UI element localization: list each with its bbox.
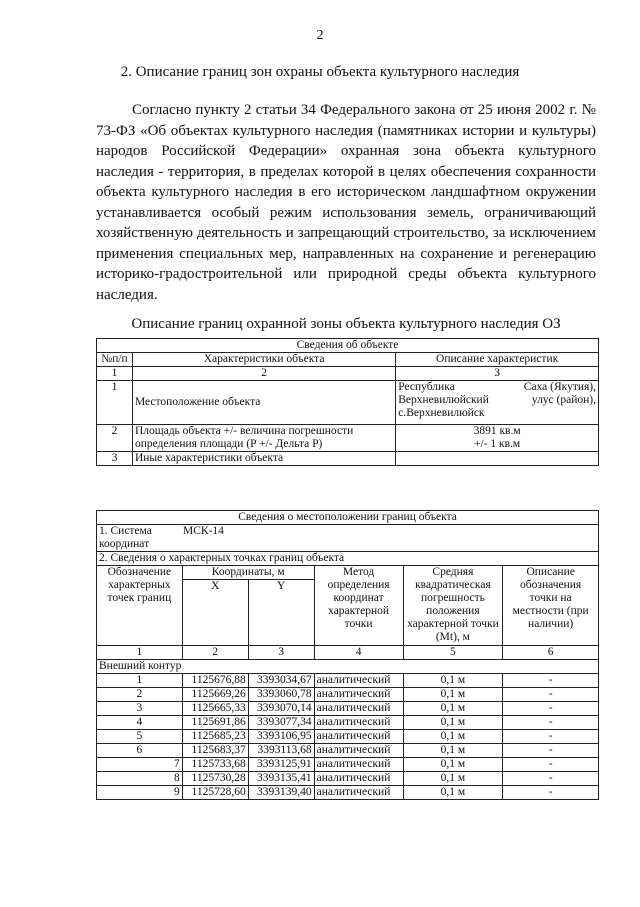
- coord-y: 3393070,14: [248, 702, 314, 716]
- boundary-points-table: [96, 510, 599, 800]
- coord-x: 1125691,86: [182, 716, 248, 730]
- method: аналитический: [314, 688, 403, 702]
- area-value: [396, 425, 599, 452]
- location-value-part: Верхневилюйский: [398, 394, 489, 406]
- table-row: [97, 688, 599, 702]
- coord-y: 3393106,95: [248, 730, 314, 744]
- index-cell: 1: [97, 646, 183, 660]
- points-body: [97, 674, 599, 800]
- method: аналитический: [314, 758, 403, 772]
- table-row: [97, 702, 599, 716]
- method: аналитический: [314, 702, 403, 716]
- contour-label: Внешний контур: [97, 660, 599, 674]
- table-caption: Описание границ охранной зоны объекта культурного наследия ОЗ: [131, 316, 561, 332]
- index-cell: 1: [97, 367, 133, 381]
- row-number: 3: [97, 452, 133, 466]
- coordinate-system-row: [97, 525, 599, 552]
- table-row: [97, 674, 599, 688]
- point-id: 1: [97, 674, 183, 688]
- accuracy: 0,1 м: [403, 772, 503, 786]
- point-description: -: [503, 786, 599, 800]
- header-method: Метод определения координат характерной точки: [314, 566, 403, 646]
- points-heading: 2. Сведения о характерных точках границ объекта: [97, 552, 599, 566]
- accuracy: 0,1 м: [403, 758, 503, 772]
- coord-x: 1125728,60: [182, 786, 248, 800]
- area-size: 3891 кв.м: [473, 425, 521, 437]
- point-description: -: [503, 688, 599, 702]
- accuracy: 0,1 м: [403, 786, 503, 800]
- coord-y: 3393135,41: [248, 772, 314, 786]
- coord-x: 1125730,28: [182, 772, 248, 786]
- header-description: Описание характеристик: [396, 353, 599, 367]
- location-table-title: Сведения о местоположении границ объекта: [97, 511, 599, 525]
- section-heading: 2. Описание границ зон охраны объекта культурного наследия: [120, 64, 520, 80]
- row-number: 1: [97, 381, 133, 425]
- method: аналитический: [314, 674, 403, 688]
- method: аналитический: [314, 730, 403, 744]
- point-description: -: [503, 702, 599, 716]
- other-value: [396, 452, 599, 466]
- table-row: [97, 758, 599, 772]
- method: аналитический: [314, 786, 403, 800]
- accuracy: 0,1 м: [403, 674, 503, 688]
- location-value: [396, 381, 599, 425]
- table-row: [97, 744, 599, 758]
- accuracy: 0,1 м: [403, 744, 503, 758]
- location-value-part: улус (район),: [531, 394, 596, 406]
- index-cell: 3: [396, 367, 599, 381]
- index-cell: 6: [503, 646, 599, 660]
- coord-x: 1125669,26: [182, 688, 248, 702]
- accuracy: 0,1 м: [403, 702, 503, 716]
- point-description: -: [503, 730, 599, 744]
- point-description: -: [503, 772, 599, 786]
- index-cell: 2: [182, 646, 248, 660]
- header-characteristics: Характеристики объекта: [132, 353, 395, 367]
- point-description: -: [503, 716, 599, 730]
- point-id: 4: [97, 716, 183, 730]
- coord-y: 3393139,40: [248, 786, 314, 800]
- point-description: -: [503, 744, 599, 758]
- point-description: -: [503, 674, 599, 688]
- object-info-table: [96, 338, 599, 466]
- index-cell: 3: [248, 646, 314, 660]
- object-table-title: Сведения об объекте: [97, 339, 599, 353]
- point-id: 3: [97, 702, 183, 716]
- coord-y: 3393125,91: [248, 758, 314, 772]
- page-number: 2: [316, 28, 324, 43]
- area-label: Площадь объекта +/- величина погрешности определения площади (P +/- Дельта P): [132, 425, 395, 452]
- coord-y: 3393060,78: [248, 688, 314, 702]
- header-number: №п/п: [97, 353, 133, 367]
- coord-x: 1125683,37: [182, 744, 248, 758]
- point-id: 8: [97, 772, 183, 786]
- header-accuracy: Средняя квадратическая погрешность положения характерной точки (Mt), м: [403, 566, 503, 646]
- point-id: 5: [97, 730, 183, 744]
- area-tolerance: +/- 1 кв.м: [474, 438, 521, 450]
- row-number: 2: [97, 425, 133, 452]
- header-designation: Обозначение характерных точек границ: [97, 566, 183, 646]
- body-paragraph: Согласно пункту 2 статьи 34 Федерального закона от 25 июня 2002 г. № 73-ФЗ «Об объектах культурного наследия (памятниках истории и культуры) народов Российской Федерации» охранная зона объекта культурного наследия - территория, в пределах которой в целях обеспечения сохранности объекта культурного наследия в его историческом ландшафтном окружении устанавливается особый режим использования земель, ограничивающий хозяйственную деятельность и запрещающий строительство, за исключением применения специальных мер, направленных на сохранение и регенерацию историко-градостроительной или природной среды объекта культурного наследия.: [96, 102, 596, 303]
- header-y: Y: [248, 580, 314, 646]
- point-description: -: [503, 758, 599, 772]
- coord-x: 1125733,68: [182, 758, 248, 772]
- coordinate-system-label: 1. Система координат: [99, 525, 152, 550]
- header-coordinates: Координаты, м: [182, 566, 314, 580]
- point-id: 6: [97, 744, 183, 758]
- table-row: [97, 786, 599, 800]
- index-cell: 5: [403, 646, 503, 660]
- coord-x: 1125685,23: [182, 730, 248, 744]
- location-label: Местоположение объекта: [132, 381, 395, 425]
- coord-x: 1125665,33: [182, 702, 248, 716]
- location-value-part: Республика: [398, 381, 455, 393]
- point-id: 7: [97, 758, 183, 772]
- point-id: 2: [97, 688, 183, 702]
- location-value-part: с.Верхневилюйск: [398, 407, 485, 419]
- table-row: [97, 730, 599, 744]
- other-label: Иные характеристики объекта: [132, 452, 395, 466]
- coord-x: 1125676,88: [182, 674, 248, 688]
- accuracy: 0,1 м: [403, 716, 503, 730]
- table-row: [97, 716, 599, 730]
- coordinate-system-value: МСК-14: [183, 525, 224, 537]
- accuracy: 0,1 м: [403, 688, 503, 702]
- index-cell: 4: [314, 646, 403, 660]
- location-value-part: Саха (Якутия),: [523, 381, 596, 393]
- coord-y: 3393113,68: [248, 744, 314, 758]
- accuracy: 0,1 м: [403, 730, 503, 744]
- header-x: X: [182, 580, 248, 646]
- method: аналитический: [314, 716, 403, 730]
- index-cell: 2: [132, 367, 395, 381]
- method: аналитический: [314, 772, 403, 786]
- table-row: [97, 772, 599, 786]
- method: аналитический: [314, 744, 403, 758]
- point-id: 9: [97, 786, 183, 800]
- coord-y: 3393034,67: [248, 674, 314, 688]
- coord-y: 3393077,34: [248, 716, 314, 730]
- header-description: Описание обозначения точки на местности (при наличии): [503, 566, 599, 646]
